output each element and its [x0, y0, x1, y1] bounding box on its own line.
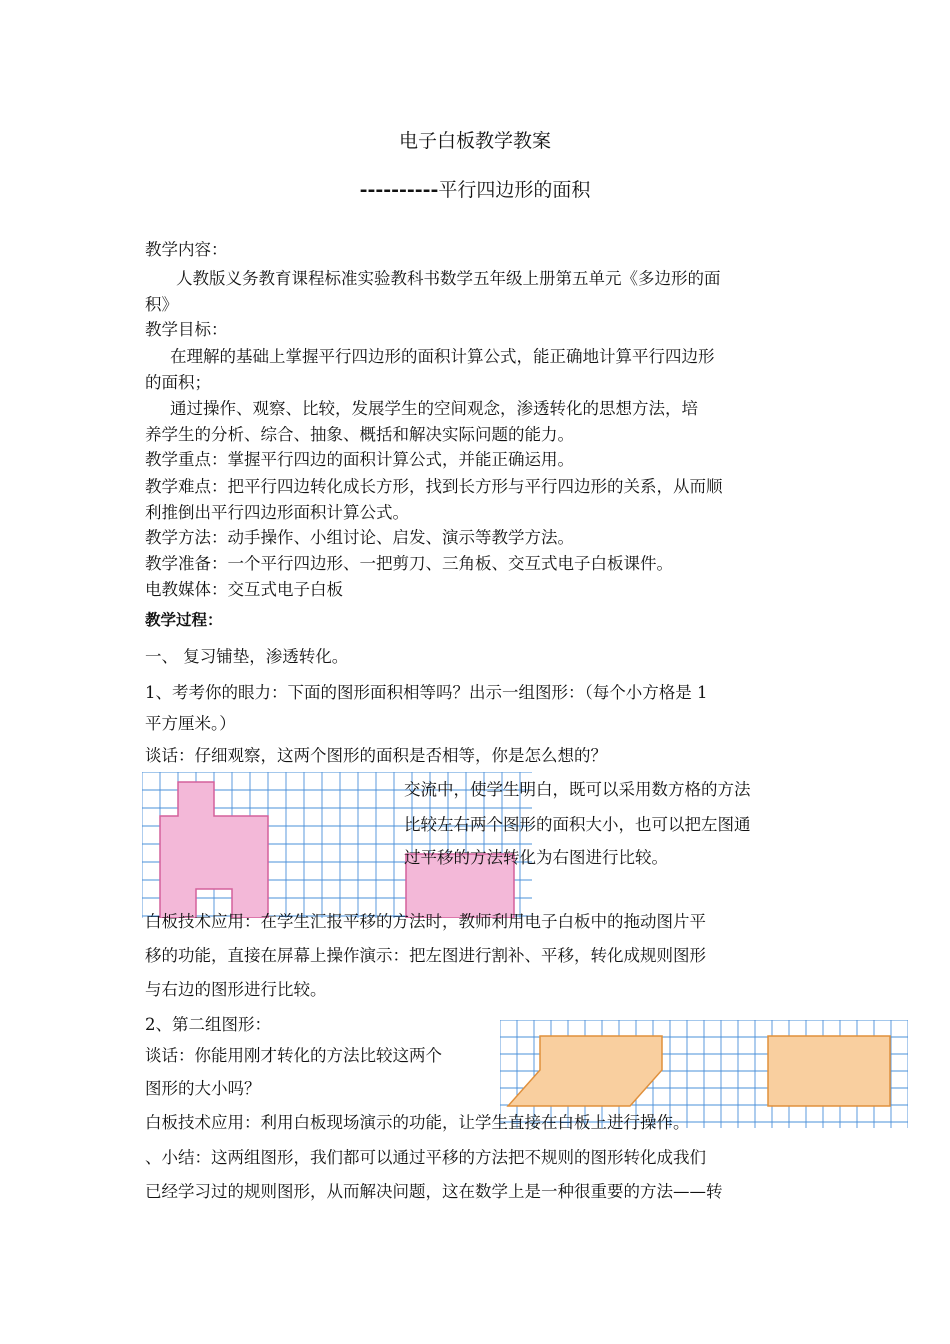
document-subtitle — [0, 175, 950, 202]
document-title: 电子白板教学教案 — [398, 130, 551, 152]
text-line: 教学方法：动手操作、小组讨论、启发、演示等教学方法。 — [145, 528, 574, 547]
text-line: 比较左右两个图形的面积大小，也可以把左图通 — [404, 815, 751, 834]
section-heading: 教学过程： — [145, 611, 223, 629]
subtitle-text: 平行四边形的面积 — [438, 179, 591, 201]
text-line: 2、第二组图形： — [145, 1015, 271, 1034]
text-line: 通过操作、观察、比较，发展学生的空间观念，渗透转化的思想方法，培 — [170, 399, 698, 418]
text-line: 1、考考你的眼力：下面的图形面积相等吗？出示一组图形：（每个小方格是 1 — [145, 683, 708, 702]
text-line: 白板技术应用：在学生汇报平移的方法时，教师利用电子白板中的拖动图片平 — [145, 912, 706, 931]
text-line: 利推倒出平行四边形面积计算公式。 — [145, 503, 409, 522]
text-line: 电教媒体：交互式电子白板 — [145, 580, 343, 599]
text-line: 人教版义务教育课程标准实验教科书数学五年级上册第五单元《多边形的面 — [176, 269, 721, 288]
figure-grid-2 — [500, 1020, 908, 1128]
text-line: 平方厘米。） — [145, 714, 236, 733]
text-line: 教学内容： — [145, 240, 228, 259]
subtitle-dashes: ---------- — [359, 179, 439, 201]
text-line: 养学生的分析、综合、抽象、概括和解决实际问题的能力。 — [145, 425, 574, 444]
text-line: 移的功能，直接在屏幕上操作演示：把左图进行割补、平移，转化成规则图形 — [145, 946, 706, 965]
text-line: 与右边的图形进行比较。 — [145, 980, 327, 999]
text-line: 教学重点：掌握平行四边的面积计算公式，并能正确运用。 — [145, 450, 574, 469]
text-line: 积》 — [145, 295, 178, 314]
text-line: 一、 复习铺垫，渗透转化。 — [145, 647, 349, 666]
text-line: 交流中，使学生明白，既可以采用数方格的方法 — [404, 780, 751, 799]
text-line: 图形的大小吗？ — [145, 1079, 261, 1098]
text-line: 已经学习过的规则图形，从而解决问题，这在数学上是一种很重要的方法——转 — [145, 1182, 723, 1201]
text-line: 谈话：你能用刚才转化的方法比较这两个 — [145, 1046, 442, 1065]
text-line: 教学目标： — [145, 320, 228, 339]
text-line: 在理解的基础上掌握平行四边形的面积计算公式，能正确地计算平行四边形 — [170, 347, 715, 366]
text-line: 教学准备：一个平行四边形、一把剪刀、三角板、交互式电子白板课件。 — [145, 554, 673, 573]
orange-rectangle — [768, 1036, 890, 1106]
text-line: 白板技术应用：利用白板现场演示的功能，让学生直接在白板上进行操作。 — [145, 1113, 690, 1132]
text-line: 教学难点：把平行四边转化成长方形，找到长方形与平行四边形的关系，从而顺 — [145, 477, 723, 496]
text-line: 、小结：这两组图形，我们都可以通过平移的方法把不规则的图形转化成我们 — [145, 1148, 706, 1167]
text-line: 的面积； — [145, 373, 211, 392]
text-line: 过平移的方法转化为右图进行比较。 — [404, 848, 668, 867]
text-line: 谈话：仔细观察，这两个图形的面积是否相等，你是怎么想的？ — [145, 746, 607, 765]
